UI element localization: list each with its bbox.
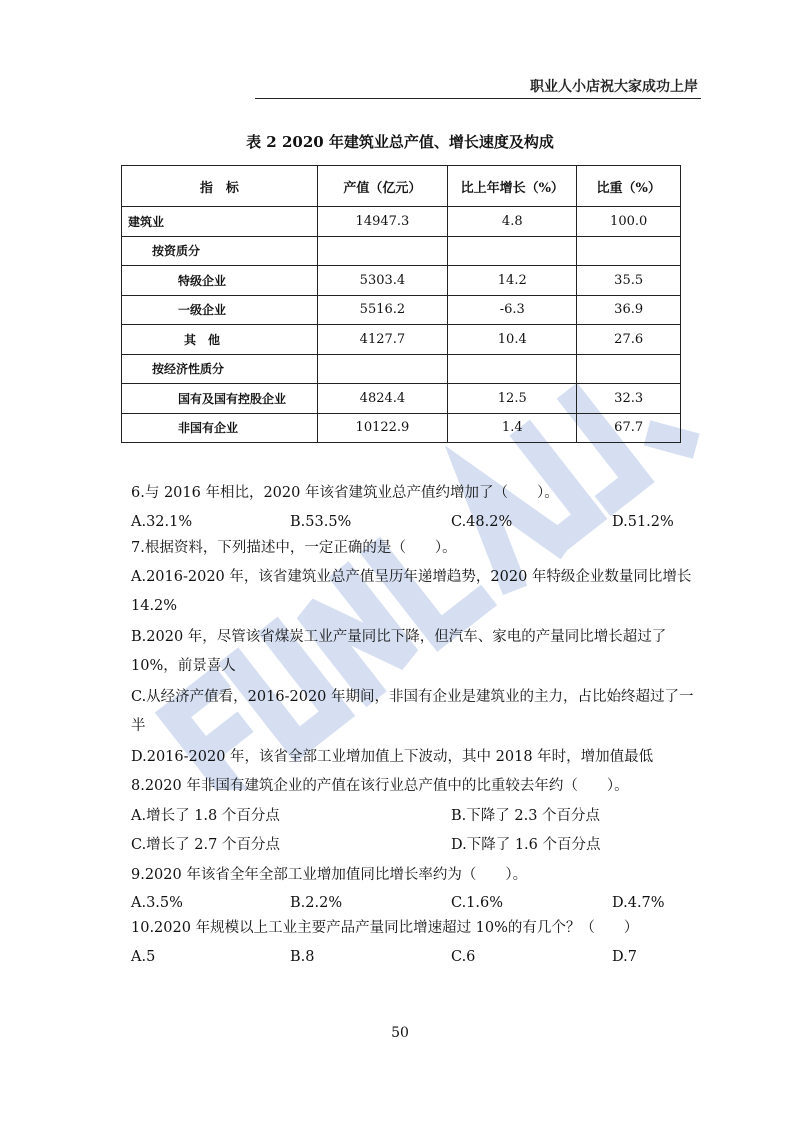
question-10-option-c: C.6 xyxy=(451,949,476,965)
growth-cell xyxy=(448,236,577,266)
value-cell: 10122.9 xyxy=(317,413,448,443)
table-row xyxy=(122,354,681,384)
question-10-option-d: D.7 xyxy=(612,949,637,965)
question-9-option-d: D.4.7% xyxy=(612,895,665,911)
value-cell: 4127.7 xyxy=(317,325,448,355)
question-6-option-a: A.32.1% xyxy=(131,514,193,530)
table-row xyxy=(122,413,681,443)
question-10-option-b: B.8 xyxy=(290,949,315,965)
row-label: 非国有企业 xyxy=(122,413,318,443)
value-cell: 4824.4 xyxy=(317,384,448,414)
share-cell: 27.6 xyxy=(577,325,681,355)
growth-cell: 4.8 xyxy=(448,207,577,237)
question-8-option-b: B.下降了 2.3 个百分点 xyxy=(451,808,601,824)
share-cell: 35.5 xyxy=(577,266,681,296)
construction-output-table xyxy=(121,165,681,443)
question-10-option-a: A.5 xyxy=(131,949,156,965)
table-row xyxy=(122,295,681,325)
row-label: 按资质分 xyxy=(122,236,318,266)
column-header: 产值（亿元） xyxy=(317,166,448,207)
column-header: 比重（%） xyxy=(577,166,681,207)
share-cell: 100.0 xyxy=(577,207,681,237)
question-7-option-d: D.2016-2020 年，该省全部工业增加值上下波动，其中 2018 年时，增加值最低 xyxy=(131,749,654,765)
page-header-title: 职业人小店祝大家成功上岸 xyxy=(530,79,698,95)
table-row xyxy=(122,207,681,237)
question-9-option-c: C.1.6% xyxy=(451,895,504,911)
question-7-stem: 7.根据资料，下列描述中，一定正确的是（ ）。 xyxy=(131,540,457,556)
growth-cell xyxy=(448,354,577,384)
row-label: 一级企业 xyxy=(122,295,318,325)
row-label: 其 他 xyxy=(122,325,318,355)
table-header-row xyxy=(122,166,681,207)
question-8-option-a: A.增长了 1.8 个百分点 xyxy=(131,808,280,824)
share-cell: 36.9 xyxy=(577,295,681,325)
value-cell: 5303.4 xyxy=(317,266,448,296)
question-7-option-b: B.2020 年，尽管该省煤炭工业产量同比下降，但汽车、家电的产量同比增长超过了 10%，前景喜人 xyxy=(131,629,667,674)
share-cell: 32.3 xyxy=(577,384,681,414)
question-6-option-c: C.48.2% xyxy=(451,514,513,530)
table-title: 表 2 2020 年建筑业总产值、增长速度及构成 xyxy=(246,133,554,151)
table-row xyxy=(122,236,681,266)
question-10-stem: 10.2020 年规模以上工业主要产品产量同比增速超过 10%的有几个？（ ） xyxy=(131,920,639,936)
question-9-stem: 9.2020 年该省全年全部工业增加值同比增长率约为（ ）。 xyxy=(131,867,528,883)
table-row xyxy=(122,384,681,414)
growth-cell: 10.4 xyxy=(448,325,577,355)
value-cell: 14947.3 xyxy=(317,207,448,237)
row-label: 按经济性质分 xyxy=(122,354,318,384)
row-label: 国有及国有控股企业 xyxy=(122,384,318,414)
question-8-stem: 8.2020 年非国有建筑企业的产值在该行业总产值中的比重较去年约（ ）。 xyxy=(131,778,629,794)
growth-cell: 14.2 xyxy=(448,266,577,296)
question-6-stem: 6.与 2016 年相比，2020 年该省建筑业总产值约增加了（ ）。 xyxy=(131,485,559,501)
table-row xyxy=(122,266,681,296)
row-label: 建筑业 xyxy=(122,207,318,237)
value-cell xyxy=(317,354,448,384)
page-number: 50 xyxy=(391,1025,409,1041)
question-7-option-c: C.从经济产值看，2016-2020 年期间，非国有企业是建筑业的主力，占比始终超过了一半 xyxy=(131,689,694,734)
row-label: 特级企业 xyxy=(122,266,318,296)
question-6-option-b: B.53.5% xyxy=(290,514,352,530)
growth-cell: 12.5 xyxy=(448,384,577,414)
question-9-option-b: B.2.2% xyxy=(290,895,343,911)
column-header: 比上年增长（%） xyxy=(448,166,577,207)
value-cell xyxy=(317,236,448,266)
question-8-option-d: D.下降了 1.6 个百分点 xyxy=(451,837,601,853)
growth-cell: 1.4 xyxy=(448,413,577,443)
question-6-option-d: D.51.2% xyxy=(612,514,674,530)
header-divider xyxy=(255,98,701,99)
share-cell xyxy=(577,236,681,266)
value-cell: 5516.2 xyxy=(317,295,448,325)
share-cell xyxy=(577,354,681,384)
share-cell: 67.7 xyxy=(577,413,681,443)
growth-cell: -6.3 xyxy=(448,295,577,325)
table-row xyxy=(122,325,681,355)
question-8-option-c: C.增长了 2.7 个百分点 xyxy=(131,837,280,853)
question-7-option-a: A.2016-2020 年，该省建筑业总产值呈历年递增趋势，2020 年特级企业数量同比增长 14.2% xyxy=(131,569,692,614)
column-header: 指 标 xyxy=(122,166,318,207)
question-9-option-a: A.3.5% xyxy=(131,895,183,911)
